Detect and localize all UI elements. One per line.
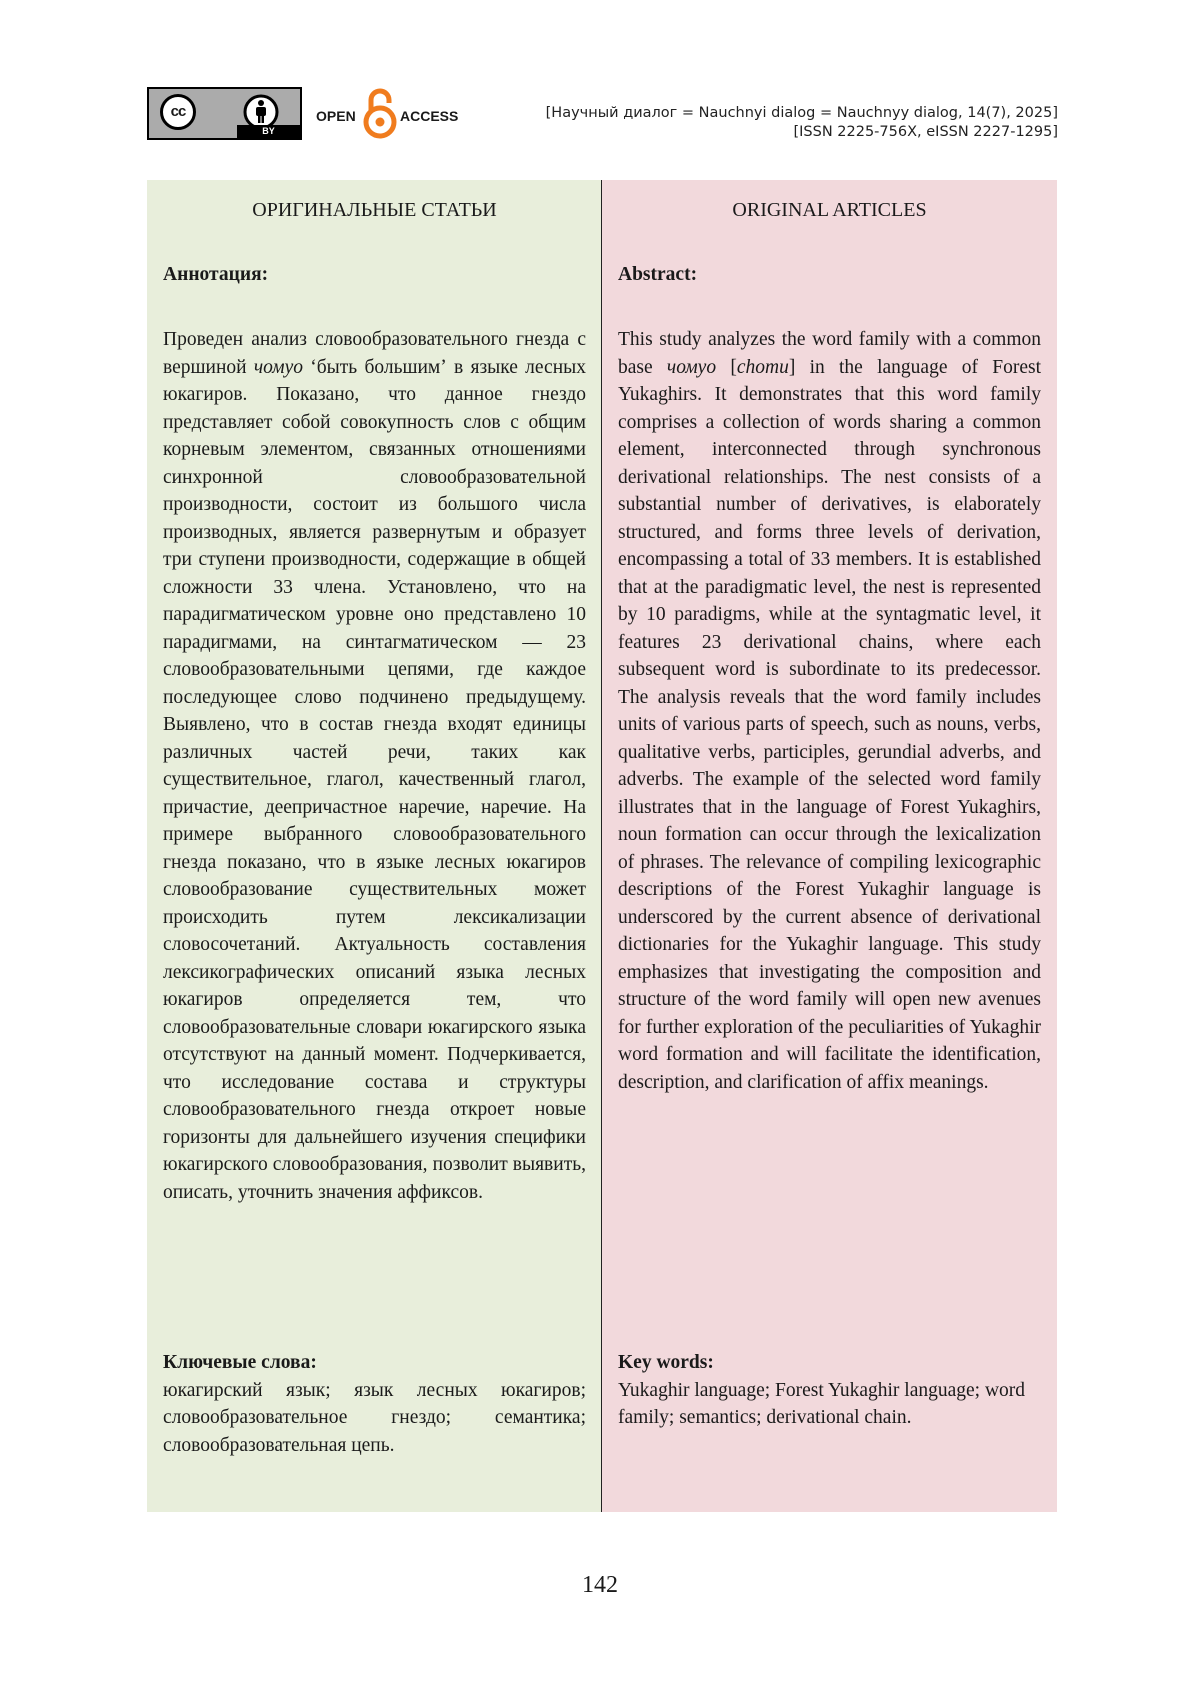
ru-section-title: ОРИГИНАЛЬНЫЕ СТАТЬИ (252, 199, 497, 221)
en-keywords (618, 1349, 1041, 1432)
journal-issn-line: [ISSN 2225-756X, eISSN 2227-1295] (793, 124, 1058, 140)
en-abstract-translit: chomu (736, 356, 789, 378)
english-column (602, 180, 1057, 1512)
journal-reference (546, 104, 1058, 142)
open-access-left-text: OPEN (316, 108, 356, 124)
en-abstract-term: чомуо (666, 356, 717, 378)
cc-by-license-badge (147, 87, 302, 140)
journal-citation-line: [Научный диалог = Nauchnyi dialog = Nauchnyy dialog, 14(7), 2025] (545, 105, 1058, 121)
ru-abstract-label: Аннотация: (163, 264, 269, 285)
en-keywords-text: Yukaghir language; Forest Yukaghir language; word family; semantics; derivational chain. (618, 1379, 1026, 1428)
en-abstract-text: This study analyzes the word family with a common base чомуо [chomu] in the language of Forest Yukaghirs. It demonstrates that this word family comprises a collection of words sharing a common element, interconnected through synchronous derivational relationships. The nest consists of a substantial number of derivatives, is elaborately structured, and forms three levels of derivation, encompassing a total of 33 members. It is established that at the paradigmatic level, the nest is represented by 10 paradigms, while at the syntagmatic level, it features 23 derivational chains, where each subsequent word is subordinate to its predecessor. The analysis reveals that the word family includes units of various parts of speech, such as nouns, verbs, qualitative verbs, participles, gerundial adverbs, and adverbs. The example of the selected word family illustrates that in the language of Forest Yukaghirs, noun formation can occur through the lexicalization of phrases. The relevance of compiling lexicographic descriptions of the Forest Yukaghir language is underscored by the current absence of derivational dictionaries for the Yukaghir language. This study emphasizes that investigating the composition and structure of the word family will open new avenues for further exploration of the peculiarities of Yukaghir word formation and will facilitate the identification, description, and clarification of affix meanings. (618, 329, 1041, 1093)
ru-keywords-text: юкагирский язык; язык лесных юкагиров; словообразовательное гнездо; семантика; словообразовательная цепь. (163, 1379, 586, 1456)
ru-keywords (163, 1349, 586, 1459)
ru-keywords-label: Ключевые слова: (163, 1352, 317, 1373)
page-number: 142 (582, 1572, 618, 1598)
open-access-lock-icon (362, 86, 398, 140)
en-keywords-label: Key words: (618, 1352, 714, 1373)
creative-commons-icon: cc (160, 94, 196, 130)
russian-column (147, 180, 602, 1512)
en-section-title: ORIGINAL ARTICLES (732, 199, 927, 221)
ru-abstract-term: чомуо (253, 356, 303, 378)
en-abstract-label: Abstract: (618, 264, 698, 285)
ru-abstract-text: Проведен анализ словообразовательного гнезда с вершиной чомуо ʻбыть большимʼ в языке лесных юкагиров. Показано, что данное гнездо представляет собой совокупность слов с общим корневым элементом, связанных отношениями синхронной словообразовательной производности, состоит из большого числа производных, является развернутым и образует три ступени производности, содержащие в общей сложности 33 члена. Установлено, что на парадигматическом уровне оно представлено 10 парадигмами, на синтагматическом — 23 словообразовательными цепями, где каждое последующее слово подчинено предыдущему. Выявлено, что в состав гнезда входят единицы различных частей речи, таких как существительное, глагол, качественный глагол, причастие, деепричастное наречие, наречие. На примере выбранного словообразовательного гнезда показано, что в языке лесных юкагиров словообразование существительных может происходить путем лексикализации словосочетаний. Актуальность составления лексикографических описаний языка лесных юкагиров определяется тем, что словообразовательные словари юкагирского языка отсутствуют на данный момент. Подчеркивается, что исследование состава и структуры словообразовательного гнезда откроет новые горизонты для дальнейшего изучения специфики юкагирского словообразования, позволит выявить, описать, уточнить значения аффиксов. (163, 329, 586, 1203)
open-access-right-text: ACCESS (400, 108, 459, 124)
license-by-label: BY (237, 125, 300, 138)
